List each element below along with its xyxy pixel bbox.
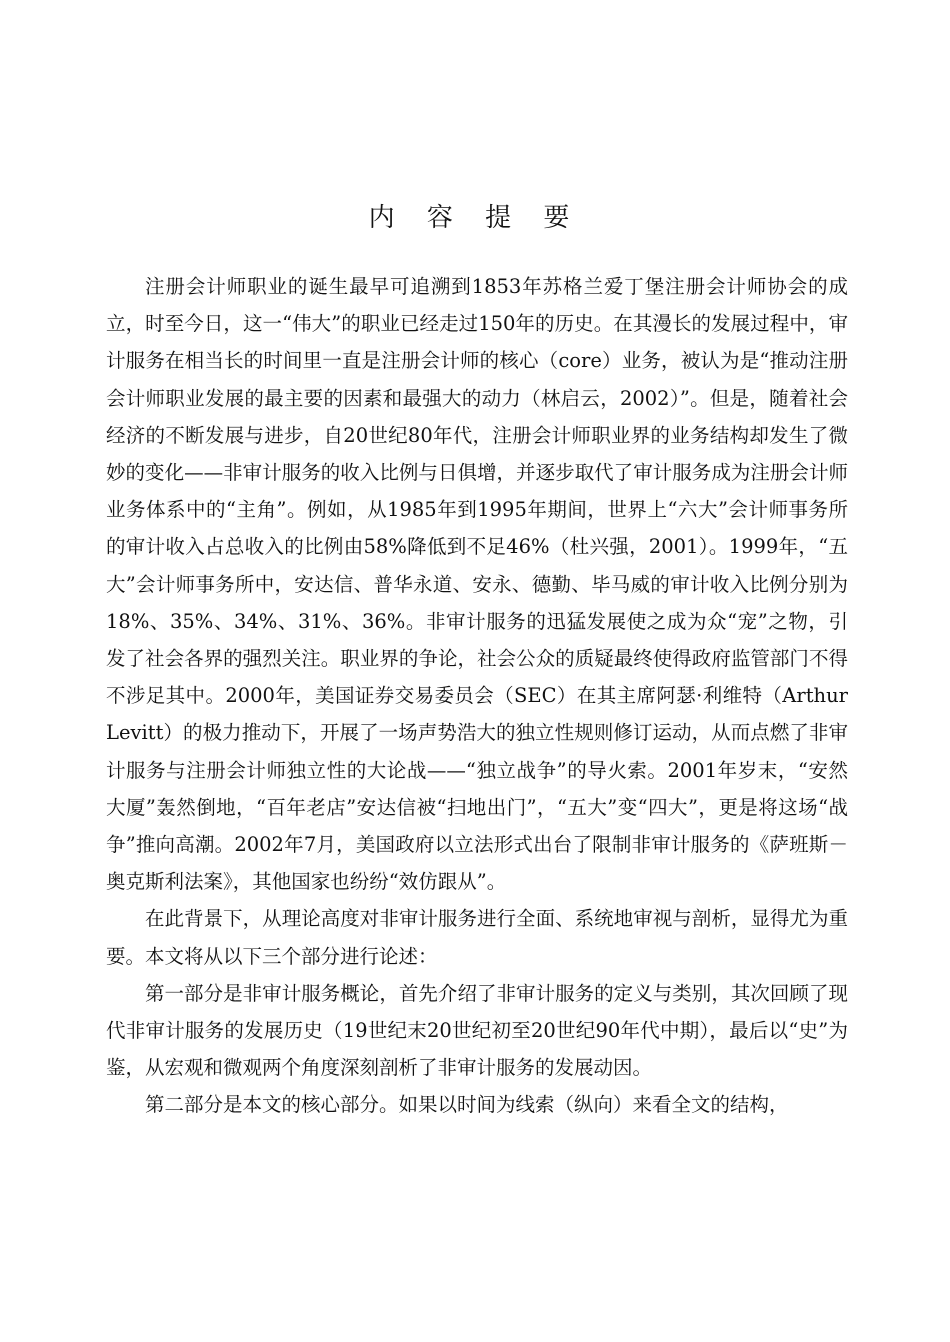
body-text	[106, 268, 848, 1124]
paragraph-1: 注册会计师职业的诞生最早可追溯到1853年苏格兰爱丁堡注册会计师协会的成立，时至今日，这一“伟大”的职业已经走过150年的历史。在其漫长的发展过程中，审计服务在相当长的时间里一直是注册会计师的核心（core）业务，被认为是“推动注册会计师职业发展的最主要的因素和最强大的动力（林启云，2002）”。但是，随着社会经济的不断发展与进步，自20世纪80年代，注册会计师职业界的业务结构却发生了微妙的变化——非审计服务的收入比例与日俱增，并逐步取代了审计服务成为注册会计师业务体系中的“主角”。例如，从1985年到1995年期间，世界上“六大”会计师事务所的审计收入占总收入的比例由58%降低到不足46%（杜兴强，2001）。1999年，“五大”会计师事务所中，安达信、普华永道、安永、德勤、毕马威的审计收入比例分别为18%、35%、34%、31%、36%。非审计服务的迅猛发展使之成为众“宠”之物，引发了社会各界的强烈关注。职业界的争论，社会公众的质疑最终使得政府监管部门不得不涉足其中。2000年，美国证券交易委员会（SEC）在其主席阿瑟·利维特（Arthur Levitt）的极力推动下，开展了一场声势浩大的独立性规则修订运动，从而点燃了非审计服务与注册会计师独立性的大论战——“独立战争”的导火索。2001年岁末，“安然大厦”轰然倒地，“百年老店”安达信被“扫地出门”，“五大”变“四大”，更是将这场“战争”推向高潮。2002年7月，美国政府以立法形式出台了限制非审计服务的《萨班斯－奥克斯利法案》，其他国家也纷纷“效仿跟从”。	[106, 275, 848, 894]
paragraph-3: 第一部分是非审计服务概论，首先介绍了非审计服务的定义与类别，其次回顾了现代非审计服务的发展历史（19世纪末20世纪初至20世纪90年代中期），最后以“史”为鉴，从宏观和微观两个角度深刻剖析了非审计服务的发展动因。	[106, 981, 848, 1080]
page-title: 内 容 提 要	[368, 203, 582, 233]
paragraph-2: 在此背景下，从理论高度对非审计服务进行全面、系统地审视与剖析，显得尤为重要。本文将从以下三个部分进行论述：	[106, 907, 848, 968]
paragraph-4: 第二部分是本文的核心部分。如果以时间为线索（纵向）来看全文的结构，	[145, 1093, 789, 1117]
